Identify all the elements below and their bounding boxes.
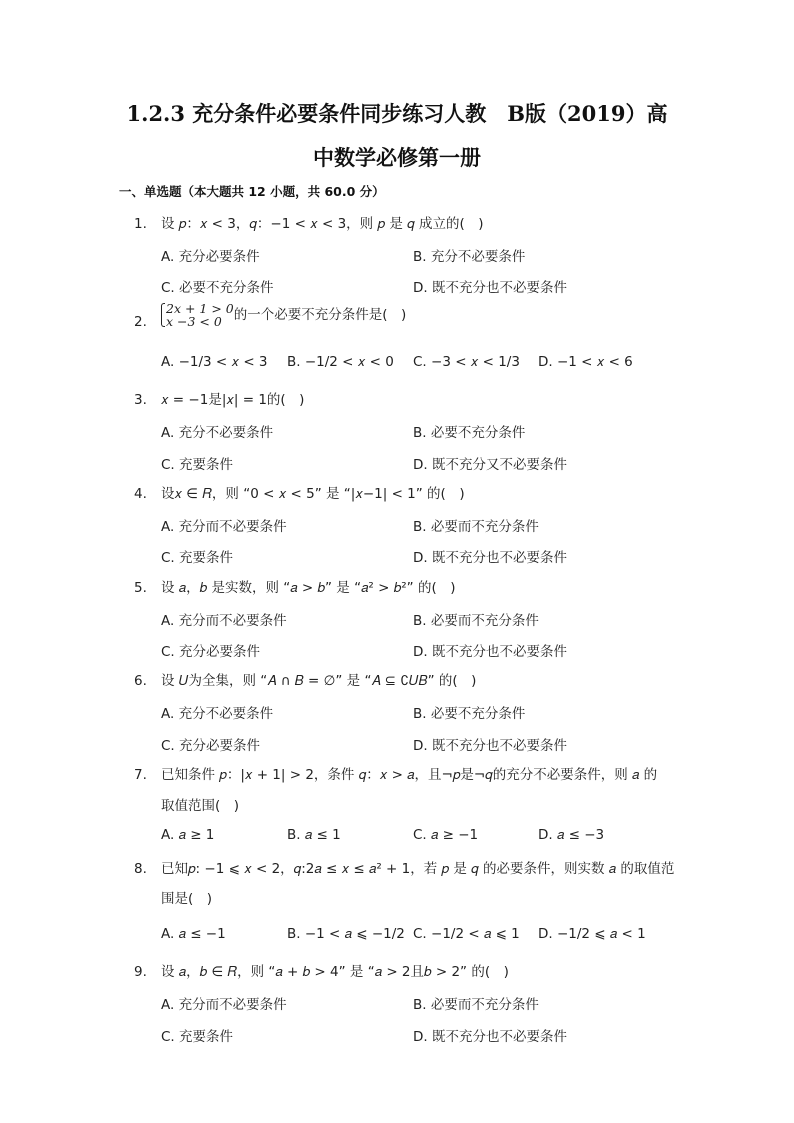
- option-a: A. 𝑎 ≥ 1: [161, 827, 215, 843]
- question-number: 5.: [134, 580, 147, 596]
- option-d: D. 既不充分也不必要条件: [413, 550, 567, 566]
- option-a: A. 充分而不必要条件: [161, 997, 287, 1013]
- option-c: C. 充要条件: [161, 550, 234, 566]
- option-a: A. 充分而不必要条件: [161, 519, 287, 535]
- option-c: C. 𝑎 ≥ −1: [413, 827, 479, 843]
- option-d: D. 既不充分也不必要条件: [413, 738, 567, 754]
- question-number: 7.: [134, 767, 147, 783]
- option-d: D. −1/2 ⩽ 𝑎 < 1: [538, 926, 646, 942]
- option-a: A. 充分不必要条件: [161, 425, 274, 441]
- option-d: D. 既不充分又不必要条件: [413, 457, 567, 473]
- question-stem: 设 𝑈为全集，则 “𝐴 ∩ 𝐵 = ∅” 是 “𝐴 ⊆ ∁𝑈𝐵” 的( ): [161, 673, 477, 689]
- question-number: 2.: [134, 314, 147, 330]
- option-c: C. 充分必要条件: [161, 644, 261, 660]
- question-number: 6.: [134, 673, 147, 689]
- option-c: C. 充要条件: [161, 457, 234, 473]
- document-title-line-1: 1.2.3 充分条件必要条件同步练习人教 B版（2019）高: [126, 101, 668, 126]
- option-b: B. −1/2 < 𝑥 < 0: [287, 354, 394, 370]
- question-stem: 设 𝑎，𝑏 是实数，则 “𝑎 > 𝑏” 是 “𝑎² > 𝑏²” 的( ): [161, 580, 456, 596]
- question-stem: 已知条件 𝑝：|𝑥 + 1| > 2，条件 𝑞：𝑥 > 𝑎，且¬𝑝是¬𝑞的充分不必要条件，则 𝑎 的: [161, 767, 658, 783]
- option-b: B. 𝑎 ≤ 1: [287, 827, 341, 843]
- option-b: B. 必要而不充分条件: [413, 997, 539, 1013]
- option-b: B. 必要而不充分条件: [413, 613, 539, 629]
- option-d: D. 既不充分也不必要条件: [413, 644, 567, 660]
- question-stem-continued: 取值范围( ): [161, 798, 240, 814]
- question-stem-continued: 围是( ): [161, 891, 213, 907]
- option-d: D. −1 < 𝑥 < 6: [538, 354, 633, 370]
- question-stem: 设 𝑝：𝑥 < 3，𝑞：−1 < 𝑥 < 3，则 𝑝 是 𝑞 成立的( ): [161, 216, 484, 232]
- option-b: B. 充分不必要条件: [413, 249, 526, 265]
- option-a: A. −1/3 < 𝑥 < 3: [161, 354, 268, 370]
- option-a: A. 充分不必要条件: [161, 706, 274, 722]
- option-b: B. 必要不充分条件: [413, 425, 526, 441]
- question-stem: 𝑥 = −1是|𝑥| = 1的( ): [161, 392, 305, 408]
- option-b: B. −1 < 𝑎 ⩽ −1/2: [287, 926, 405, 942]
- question-stem: 已知𝑝: −1 ⩽ 𝑥 < 2，𝑞:2𝑎 ≤ 𝑥 ≤ 𝑎² + 1，若 𝑝 是 𝑞 的必要条件，则实数 𝑎 的取值范: [161, 861, 675, 877]
- question-number: 9.: [134, 964, 147, 980]
- question-stem: 的一个必要不充分条件是( ): [233, 307, 407, 323]
- inequality-system: [161, 302, 234, 328]
- document-title-line-2: 中数学必修第一册: [313, 145, 481, 170]
- option-c: C. 充要条件: [161, 1029, 234, 1045]
- question-number: 1.: [134, 216, 147, 232]
- option-c: C. −1/2 < 𝑎 ⩽ 1: [413, 926, 520, 942]
- option-b: B. 必要不充分条件: [413, 706, 526, 722]
- question-number: 4.: [134, 486, 147, 502]
- question-number: 8.: [134, 861, 147, 877]
- option-b: B. 必要而不充分条件: [413, 519, 539, 535]
- option-d: D. 𝑎 ≤ −3: [538, 827, 605, 843]
- question-number: 3.: [134, 392, 147, 408]
- question-stem: 设𝑥 ∈ 𝑅，则 “0 < 𝑥 < 5” 是 “|𝑥−1| < 1” 的( ): [161, 486, 465, 502]
- option-a: A. 充分而不必要条件: [161, 613, 287, 629]
- option-d: D. 既不充分也不必要条件: [413, 1029, 567, 1045]
- option-c: C. −3 < 𝑥 < 1/3: [413, 354, 520, 370]
- system-line-1: 2𝑥 + 1 > 0: [166, 301, 234, 316]
- question-stem: 设 𝑎，𝑏 ∈ 𝑅，则 “𝑎 + 𝑏 > 4” 是 “𝑎 > 2且𝑏 > 2” 的( ): [161, 964, 509, 980]
- option-d: D. 既不充分也不必要条件: [413, 280, 567, 296]
- section-heading: 一、单选题（本大题共 12 小题，共 60.0 分）: [119, 184, 385, 199]
- option-c: C. 必要不充分条件: [161, 280, 274, 296]
- option-c: C. 充分必要条件: [161, 738, 261, 754]
- system-line-2: 𝑥 −3 < 0: [166, 314, 222, 329]
- option-a: A. 充分必要条件: [161, 249, 260, 265]
- option-a: A. 𝑎 ≤ −1: [161, 926, 226, 942]
